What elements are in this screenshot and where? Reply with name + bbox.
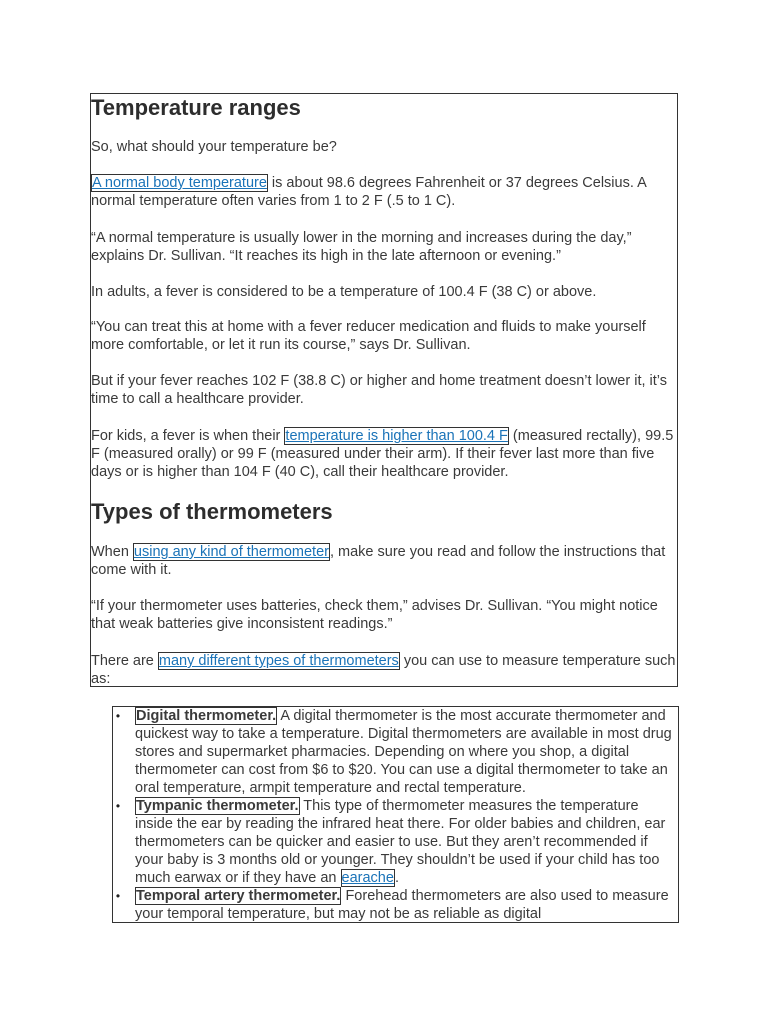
- list-item-temporal: [113, 887, 678, 923]
- term-temporal-artery-thermometer: Temporal artery thermometer.: [136, 888, 341, 904]
- description-temporal-artery-thermometer: Forehead thermometers are also used to measure your temporal temperature, but may not be as reliable as digital: [135, 888, 669, 922]
- bullet-icon: •: [115, 889, 121, 903]
- paragraph-question: So, what should your temperature be?: [91, 139, 337, 155]
- heading-temperature-ranges: Temperature ranges: [91, 95, 301, 120]
- article-main-block: [90, 93, 678, 687]
- thermometer-list-block: [112, 706, 679, 923]
- description-digital-thermometer: A digital thermometer is the most accurate thermometer and quickest way to take a temperature. Digital thermometers are available in most drug stores and supermarket pharmacies. Depending on where you shop, a digital thermometer can cost from $6 to $20. You can use a digital thermometer to take an oral temperature, armpit temperature and rectal temperature.: [135, 708, 672, 796]
- heading-types-of-thermometers: Types of thermometers: [91, 499, 333, 524]
- link-temperature-higher[interactable]: temperature is higher than 100.4 F: [285, 428, 508, 444]
- link-using-any-thermometer[interactable]: using any kind of thermometer: [133, 544, 329, 560]
- bullet-icon: •: [115, 799, 121, 813]
- paragraph-batteries: “If your thermometer uses batteries, check them,” advises Dr. Sullivan. “You might notice that weak batteries give inconsistent readings.”: [91, 598, 658, 632]
- link-normal-body-temperature[interactable]: A normal body temperature: [92, 175, 267, 191]
- paragraph-instructions: [91, 543, 677, 579]
- paragraph-normal-temperature-text: is about 98.6 degrees Fahrenheit or 37 degrees Celsius. A normal temperature often varies from 1 to 2 F (.5 to 1 C).: [91, 175, 646, 209]
- paragraph-normal-temperature: [91, 174, 677, 210]
- link-earache[interactable]: earache: [341, 870, 394, 886]
- term-digital-thermometer: Digital thermometer.: [136, 708, 277, 724]
- list-item-digital: [113, 707, 678, 797]
- paragraph-types-intro: [91, 652, 677, 687]
- paragraph-adult-fever: In adults, a fever is considered to be a temperature of 100.4 F (38 C) or above.: [91, 284, 597, 300]
- paragraph-types-intro-text: you can use to measure temperature such as:: [91, 653, 676, 687]
- paragraph-types-intro-start: There are: [91, 653, 158, 669]
- description-tympanic-thermometer: This type of thermometer measures the temperature inside the ear by reading the infrared heat there. For older babies and children, ear thermometers can be quicker and easier to use. But they aren’t recommended if your baby is 3 months old or younger. They shouldn’t be used if your child has too much earwax or if they have an: [135, 798, 666, 886]
- paragraph-kids-fever-text: (measured rectally), 99.5 F (measured orally) or 99 F (measured under their arm). If their fever last more than five days or is higher than 104 F (40 C), call their healthcare provider.: [91, 428, 674, 480]
- paragraph-treat-at-home: “You can treat this at home with a fever reducer medication and fluids to make yourself more comfortable, or let it run its course,” says Dr. Sullivan.: [91, 319, 646, 353]
- list-item-tympanic: [113, 797, 678, 887]
- paragraph-instructions-intro: When: [91, 544, 133, 560]
- paragraph-instructions-text: , make sure you read and follow the instructions that come with it.: [91, 544, 666, 578]
- paragraph-kids-fever: [91, 427, 677, 481]
- bullet-icon: •: [115, 709, 121, 723]
- description-tympanic-end: .: [394, 870, 399, 886]
- paragraph-call-provider: But if your fever reaches 102 F (38.8 C) or higher and home treatment doesn’t lower it, it’s time to call a healthcare provider.: [91, 373, 667, 407]
- thermometer-list: [113, 707, 678, 923]
- link-many-types-thermometers[interactable]: many different types of thermometers: [158, 653, 399, 669]
- paragraph-morning-evening: “A normal temperature is usually lower in the morning and increases during the day,” explains Dr. Sullivan. “It reaches its high in the late afternoon or evening.”: [91, 230, 632, 264]
- term-tympanic-thermometer: Tympanic thermometer.: [136, 798, 299, 814]
- paragraph-kids-fever-intro: For kids, a fever is when their: [91, 428, 285, 444]
